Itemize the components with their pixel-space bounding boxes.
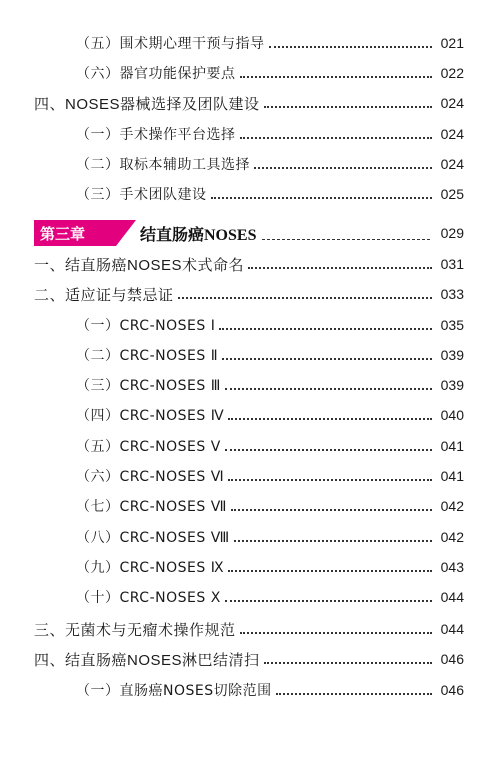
dot-leader	[264, 106, 432, 108]
toc-entry-page: 024	[440, 126, 464, 142]
toc-entry[interactable]	[76, 313, 464, 337]
dot-leader	[225, 449, 432, 451]
toc-entry-page: 022	[440, 65, 464, 81]
toc-entry-page: 041	[440, 468, 464, 484]
toc-entry-page: 046	[440, 651, 464, 667]
chapter-page: 029	[440, 225, 464, 241]
toc-entry-page: 039	[440, 377, 464, 393]
toc-entry-label: 二、适应证与禁忌证	[34, 286, 174, 304]
toc-entry[interactable]	[76, 152, 464, 176]
dot-leader	[219, 328, 432, 330]
toc-entry-label: （九）CRC-NOSES Ⅸ	[76, 560, 225, 576]
toc-entry[interactable]	[76, 31, 464, 55]
toc-entry[interactable]	[34, 617, 464, 641]
toc-entry-label: （五）围术期心理干预与指导	[76, 36, 265, 52]
toc-entry-page: 025	[440, 186, 464, 202]
toc-entry-label: （十）CRC-NOSES Ⅹ	[76, 590, 221, 606]
toc-entry-page: 042	[440, 529, 464, 545]
toc-entry-label: （一）直肠癌NOSES切除范围	[76, 683, 272, 699]
dot-leader	[262, 239, 430, 240]
toc-entry[interactable]	[34, 282, 464, 306]
toc-entry-page: 024	[440, 95, 464, 111]
toc-entry-page: 044	[440, 589, 464, 605]
toc-entry-label: 一、结直肠癌NOSES术式命名	[34, 256, 245, 274]
toc-entry-page: 044	[440, 621, 464, 637]
dot-leader	[240, 76, 433, 78]
dot-leader	[240, 137, 433, 139]
toc-entry-page: 046	[440, 682, 464, 698]
toc-entry[interactable]	[76, 678, 464, 702]
chapter-title: 结直肠癌NOSES	[140, 226, 257, 244]
dot-leader	[269, 46, 433, 48]
toc-entry-page: 041	[440, 438, 464, 454]
chapter-tab-label: 第三章	[40, 224, 86, 243]
toc-entry-page: 040	[440, 407, 464, 423]
toc-entry-label: （二）取标本辅助工具选择	[76, 157, 250, 173]
toc-entry[interactable]	[76, 122, 464, 146]
dot-leader	[211, 197, 433, 199]
toc-entry-page: 039	[440, 347, 464, 363]
toc-entry-page: 042	[440, 498, 464, 514]
toc-entry-page: 043	[440, 559, 464, 575]
toc-entry-label: （五）CRC-NOSES Ⅴ	[76, 439, 221, 455]
toc-entry-label: （三）手术团队建设	[76, 187, 207, 203]
toc-entry[interactable]	[76, 61, 464, 85]
dot-leader	[225, 600, 432, 602]
dot-leader	[225, 388, 432, 390]
dot-leader	[254, 167, 432, 169]
toc-entry-page: 033	[440, 286, 464, 302]
dot-leader	[248, 267, 432, 269]
toc-entry-label: （八）CRC-NOSES Ⅷ	[76, 530, 230, 546]
chapter-tab-wedge	[116, 220, 136, 246]
toc-entry-label: （六）CRC-NOSES Ⅵ	[76, 469, 225, 485]
toc-entry[interactable]	[76, 464, 464, 488]
toc-entry-page: 031	[440, 256, 464, 272]
chapter-heading[interactable]	[34, 220, 464, 246]
toc-entry[interactable]	[76, 373, 464, 397]
toc-entry-label: 四、NOSES器械选择及团队建设	[34, 95, 260, 113]
toc-entry[interactable]	[76, 403, 464, 427]
dot-leader	[264, 662, 432, 664]
toc-entry[interactable]	[76, 343, 464, 367]
toc-entry[interactable]	[34, 647, 464, 671]
toc-entry-label: （二）CRC-NOSES Ⅱ	[76, 348, 219, 364]
toc-entry-label: 四、结直肠癌NOSES淋巴结清扫	[34, 651, 260, 669]
toc-entry-label: （四）CRC-NOSES Ⅳ	[76, 408, 225, 424]
toc-entry-label: （六）器官功能保护要点	[76, 66, 236, 82]
chapter-tab	[34, 220, 116, 246]
toc-entry[interactable]	[34, 91, 464, 115]
toc-entry[interactable]	[76, 182, 464, 206]
toc-entry-label: 三、无菌术与无瘤术操作规范	[34, 621, 236, 639]
toc-entry[interactable]	[76, 494, 464, 518]
toc-entry-label: （七）CRC-NOSES Ⅶ	[76, 499, 227, 515]
toc-entry[interactable]	[76, 525, 464, 549]
toc-entry-label: （一）手术操作平台选择	[76, 127, 236, 143]
dot-leader	[234, 540, 432, 542]
dot-leader	[240, 632, 432, 634]
toc-entry[interactable]	[76, 555, 464, 579]
toc-entry-page: 035	[440, 317, 464, 333]
dot-leader	[228, 479, 432, 481]
dot-leader	[228, 570, 432, 572]
toc-entry-label: （三）CRC-NOSES Ⅲ	[76, 378, 221, 394]
dot-leader	[276, 693, 432, 695]
toc-entry[interactable]	[34, 252, 464, 276]
toc-entry[interactable]	[76, 434, 464, 458]
dot-leader	[228, 418, 432, 420]
toc-entry-label: （一）CRC-NOSES Ⅰ	[76, 318, 216, 334]
toc-entry[interactable]	[76, 585, 464, 609]
dot-leader	[222, 358, 432, 360]
dot-leader	[231, 509, 432, 511]
toc-entry-page: 021	[440, 35, 464, 51]
dot-leader	[178, 297, 432, 299]
toc-entry-page: 024	[440, 156, 464, 172]
